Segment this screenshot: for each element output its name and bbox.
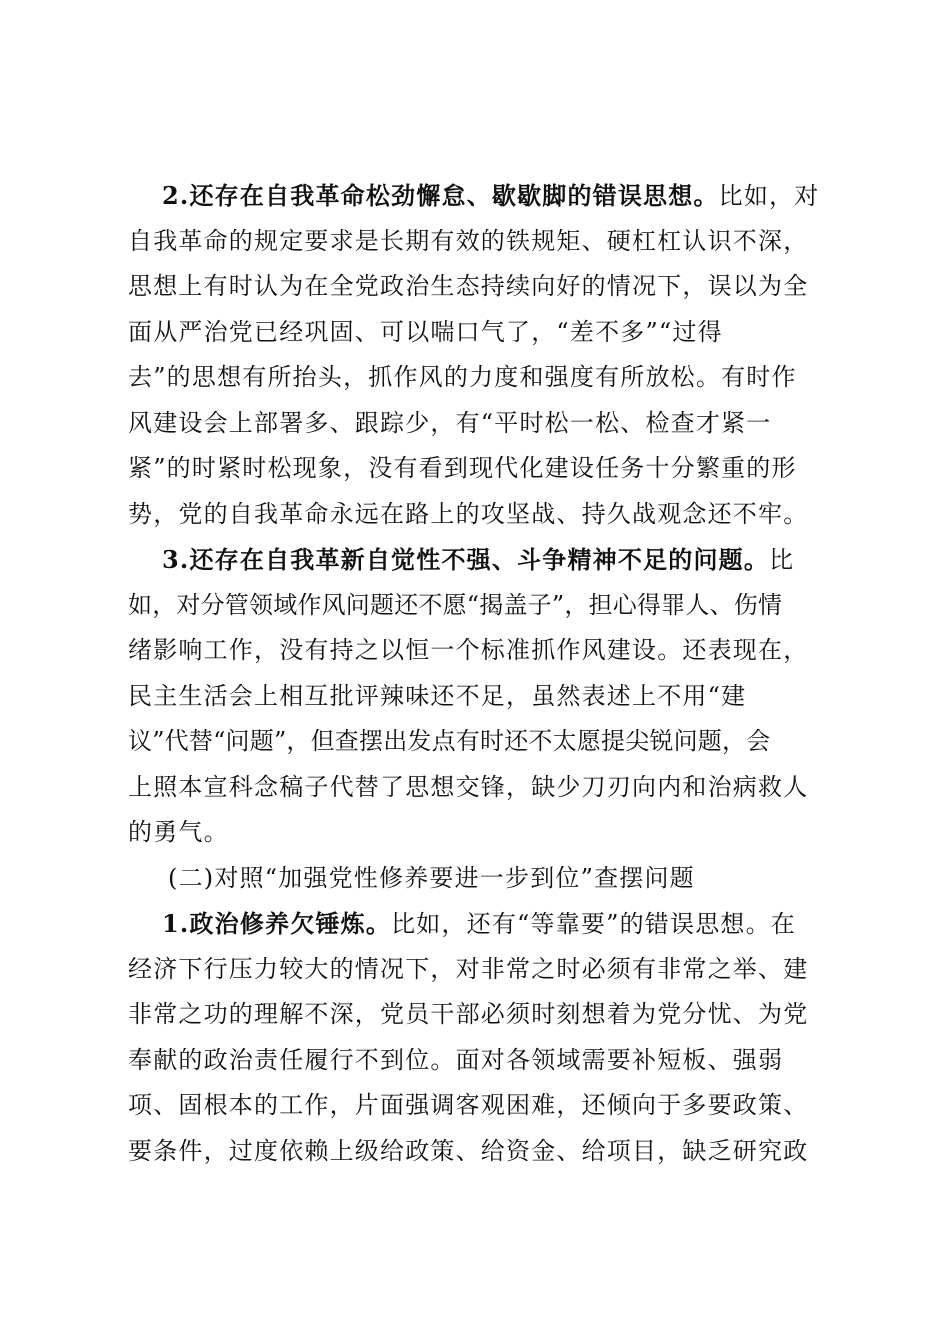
paragraph-3-heading: 1.政治修养欠锤炼。	[162, 909, 392, 938]
paragraph-3-line-2: 经济下行压力较大的情况下，对非常之时必须有非常之举、建	[128, 954, 809, 983]
document-body	[128, 173, 828, 1174]
paragraph-1-line-4: 面从严治党已经巩固、可以喘口气了，“差不多”“过得	[128, 317, 723, 346]
paragraph-1-line-2: 自我革命的规定要求是长期有效的铁规矩、硬杠杠认识不深，	[128, 226, 809, 255]
paragraph-3-line-5: 项、固根本的工作，片面强调客观困难，还倾向于多要政策、	[128, 1091, 809, 1119]
paragraph-2-line-2: 如，对分管领域作风问题还不愿“揭盖子”，担心得罪人、伤情	[128, 590, 783, 619]
section-heading: (二)对照“加强党性修养要进一步到位”查摆问题	[168, 863, 695, 892]
paragraph-2-line-3: 绪影响工作，没有持之以恒一个标准抓作风建设。还表现在，	[128, 636, 809, 664]
paragraph-1-heading: 2.还存在自我革命松劲懈怠、歇歇脚的错误思想。	[162, 181, 719, 210]
paragraph-2-heading: 3.还存在自我革新自觉性不强、斗争精神不足的问题。	[162, 545, 770, 574]
paragraph-1-line-6: 风建设会上部署多、跟踪少，有“平时松一松、检查才紧一	[128, 408, 772, 437]
paragraph-3-line-6: 要条件，过度依赖上级给政策、给资金、给项目，缺乏研究政	[128, 1136, 809, 1165]
paragraph-1-line-5: 去”的思想有所抬头，抓作风的力度和强度有所放松。有时作	[128, 363, 797, 391]
paragraph-2-line-4: 民主生活会上相互批评辣味还不足，虽然表述上不用“建	[128, 681, 747, 710]
paragraph-3-line-1	[128, 901, 828, 947]
paragraph-2-line-6: 上照本宣科念稿子代替了思想交锋，缺少刀刃向内和治病救人	[128, 772, 809, 801]
paragraph-1-line-3: 思想上有时认为在全党政治生态持续向好的情况下，误以为全	[128, 272, 809, 300]
paragraph-2-line-1	[128, 537, 828, 583]
paragraph-3-line-3: 非常之功的理解不深，党员干部必须时刻想着为党分忧、为党	[128, 1000, 809, 1028]
paragraph-1-line-8: 势，党的自我革命永远在路上的攻坚战、持久战观念还不牢。	[128, 499, 809, 528]
paragraph-3-text: 比如，还有“等靠要”的错误思想。在	[391, 910, 797, 938]
paragraph-2-line-5: 议”代替“问题”，但查摆出发点有时还不太愿提尖锐问题，会	[128, 727, 771, 755]
paragraph-1-line-7: 紧”的时紧时松现象，没有看到现代化建设任务十分繁重的形	[128, 454, 797, 482]
paragraph-1-line-1	[128, 173, 828, 219]
paragraph-2-line-7: 的勇气。	[128, 818, 229, 846]
paragraph-3-line-4: 奉献的政治责任履行不到位。面对各领域需要补短板、强弱	[128, 1045, 784, 1074]
paragraph-1-text: 比如，对	[718, 182, 820, 210]
paragraph-2-text: 比	[769, 546, 795, 574]
